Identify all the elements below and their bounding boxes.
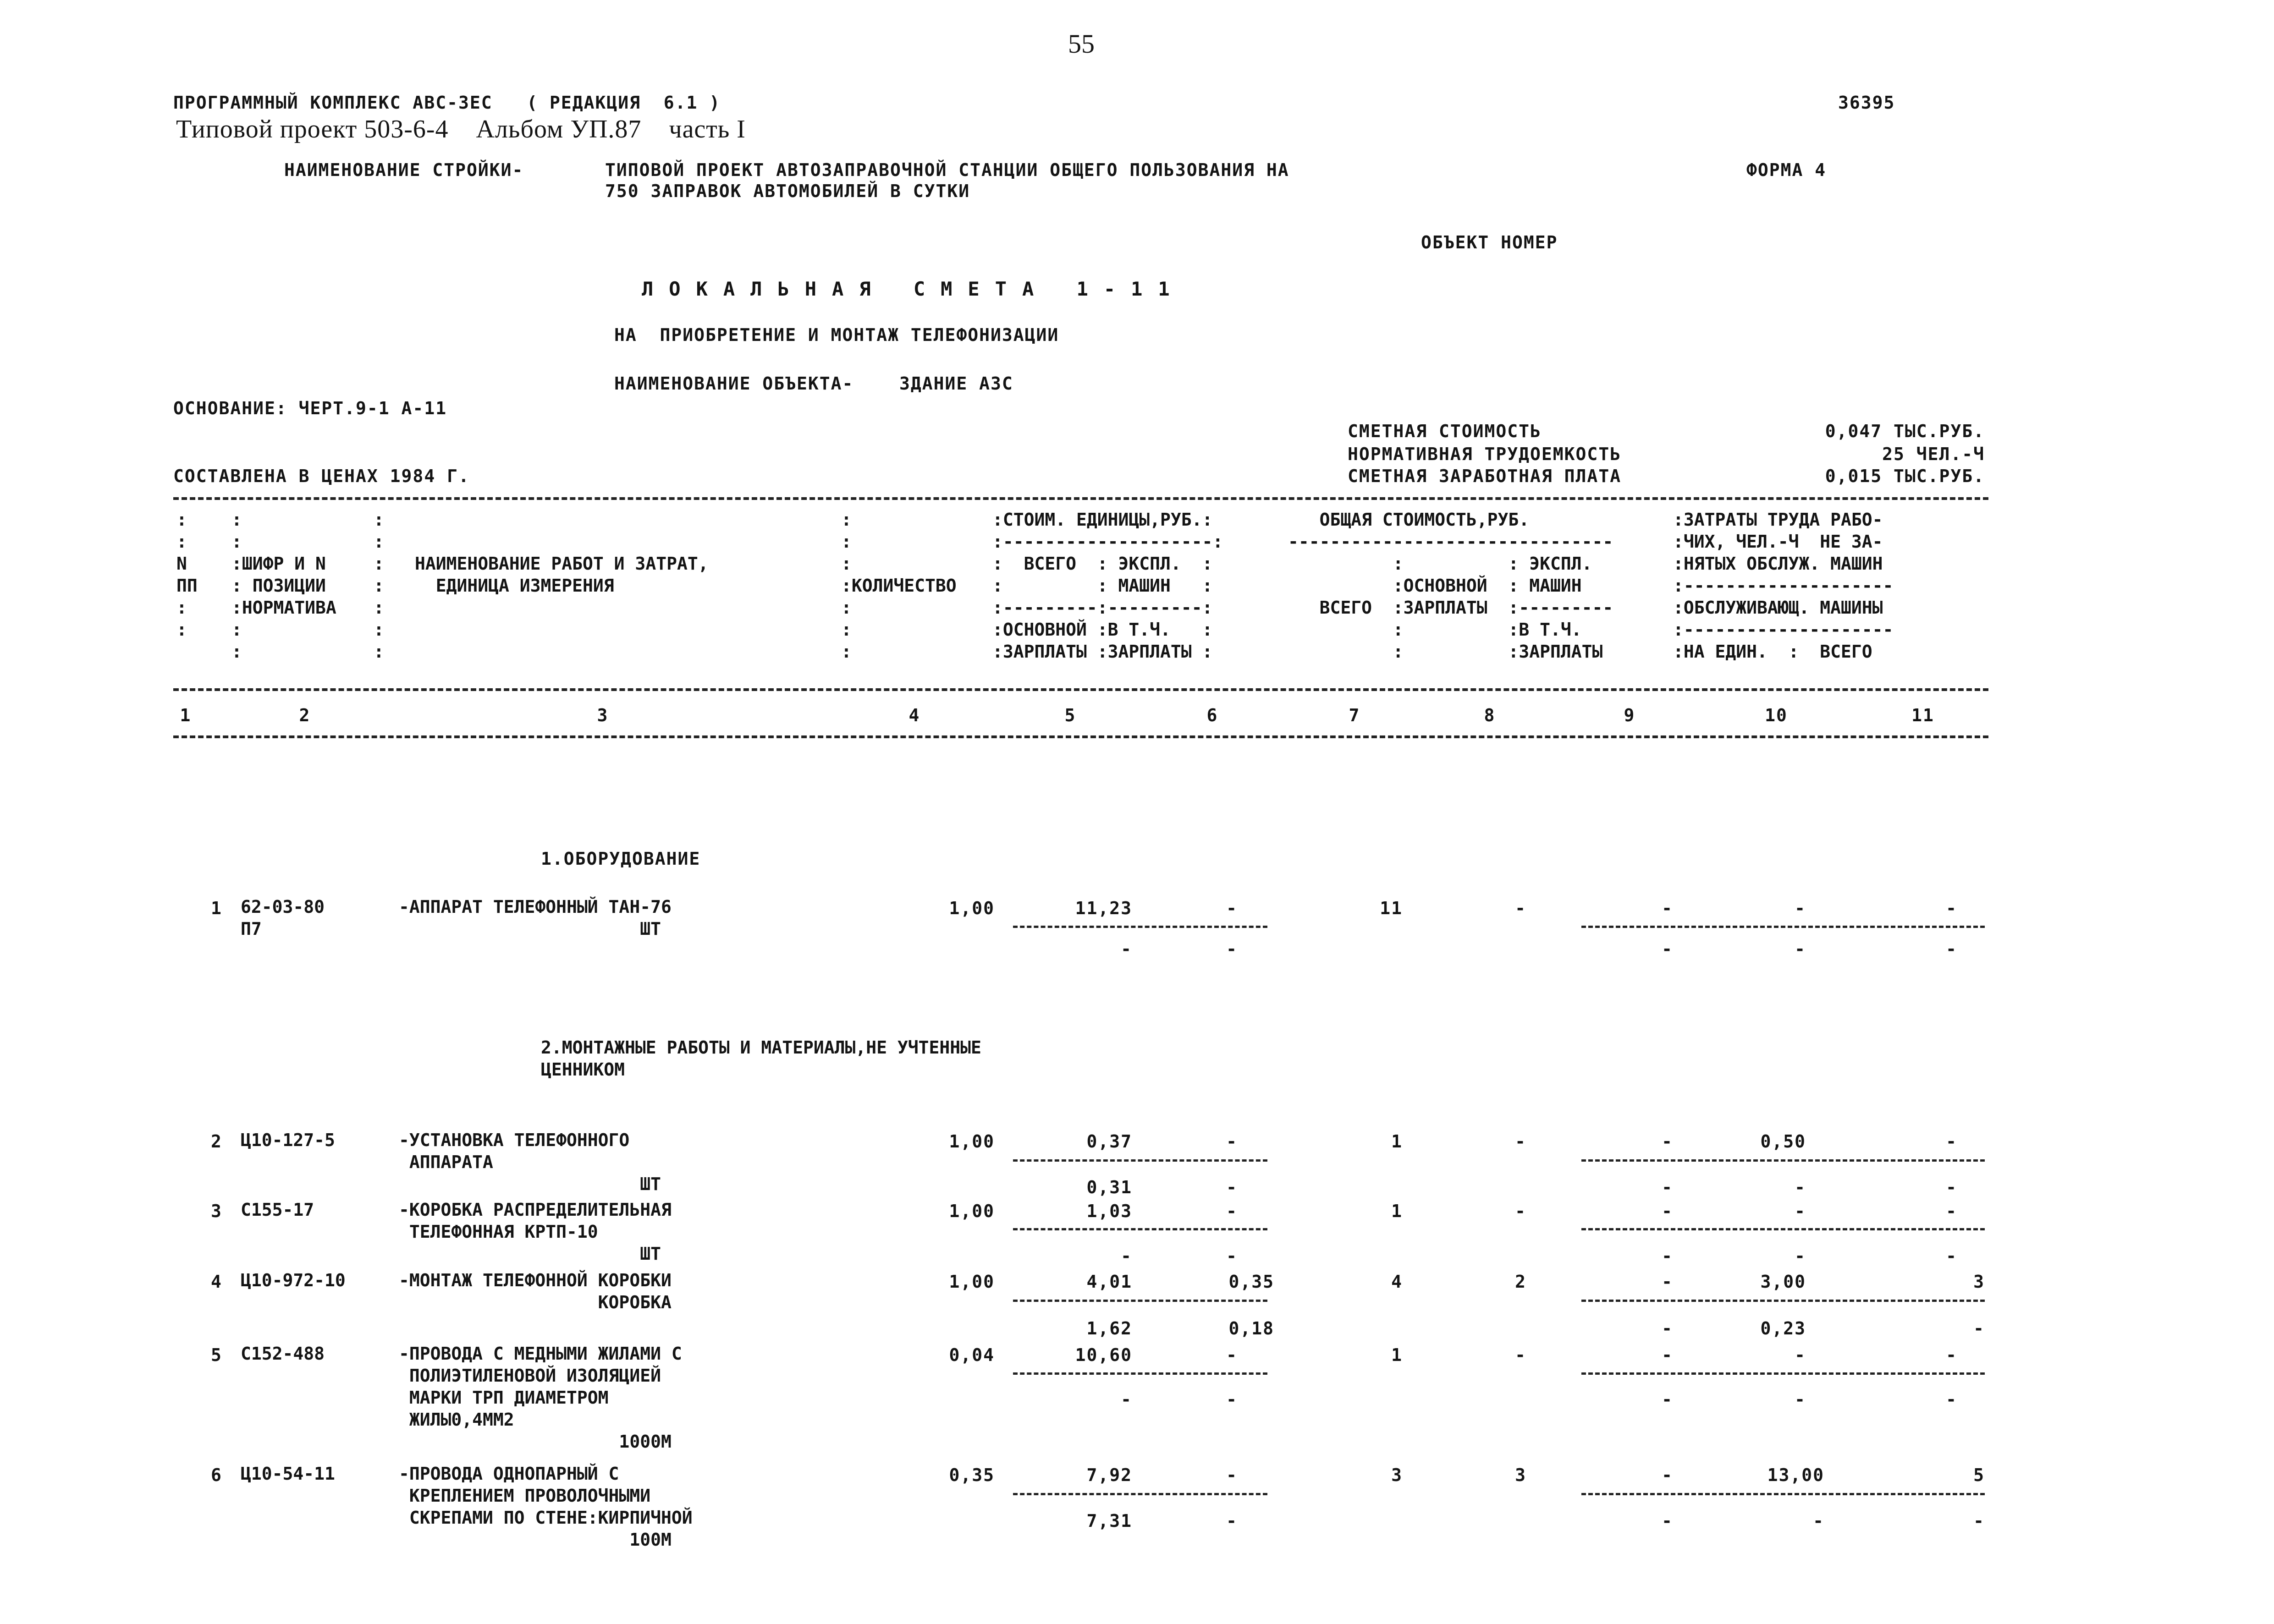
row-v5: 4,01 [1086,1272,1132,1292]
row-v5: 0,37 [1086,1131,1132,1152]
row-qty: 0,35 [949,1465,995,1485]
row-v9b: - [1662,1318,1673,1339]
row-v8: - [1515,898,1526,918]
summary-value-labor: 25 ЧЕЛ.-Ч [1882,444,1985,464]
header-col-7-9: ОБЩАЯ СТОИМОСТЬ,РУБ. ------------------------------- : : ЭКСПЛ. :ОСНОВНОЙ : МАШИН ВСЕГО :ЗАРПЛАТЫ :--------- : :В Т.Ч. : :ЗАРПЛАТЫ [1288,510,1613,662]
col-num-6: 6 [1206,705,1218,725]
summary-value-wages: 0,015 ТЫС.РУБ. [1825,466,1985,486]
row-v6b: - [1226,1246,1238,1266]
row-v7: 11 [1380,898,1403,918]
row-v10: 3,00 [1760,1272,1806,1292]
row-v9b: - [1662,1389,1673,1410]
page-number: 55 [1068,29,1095,59]
row-v10b: - [1795,1389,1806,1410]
row-number: 5 [211,1345,222,1365]
row-v10: - [1795,898,1806,918]
album-line: Типовой проект 503-6-4 Альбом УП.87 часть I [176,115,746,143]
header-bottom-rule [173,688,1988,691]
object-number: ОБЪЕКТ НОМЕР [1421,232,1558,252]
row-v7: 3 [1391,1465,1403,1485]
row-v9: - [1662,1272,1673,1292]
row-name: -КОРОБКА РАСПРЕДЕЛИТЕЛЬНАЯ ТЕЛЕФОННАЯ КРТП-10 ШТ [399,1200,672,1264]
row-code: Ц10-54-11 [241,1464,335,1484]
row-v10b: - [1795,1177,1806,1197]
col-num-3: 3 [597,705,609,725]
row-v5: 7,92 [1086,1465,1132,1485]
row-number: 4 [211,1272,222,1292]
row-v7: 1 [1391,1131,1403,1152]
row-v10b: - [1795,1246,1806,1266]
row-v10: 0,50 [1760,1131,1806,1152]
row-v5: 10,60 [1075,1345,1132,1365]
row-v11b: - [1946,1389,1957,1410]
construction-name-1: ТИПОВОЙ ПРОЕКТ АВТОЗАПРАВОЧНОЙ СТАНЦИИ ОБЩЕГО ПОЛЬЗОВАНИЯ НА [605,160,1289,180]
row-v8: - [1515,1201,1526,1221]
row-v5b: - [1121,939,1132,959]
row-qty: 1,00 [949,1272,995,1292]
row-name: -АППАРАТ ТЕЛЕФОННЫЙ ТАН-76 ШТ [399,897,672,939]
row-v9b: - [1662,1246,1673,1266]
row-v10b: - [1813,1511,1824,1531]
header-col-1: : : N ПП : : [176,510,198,640]
row-qty: 1,00 [949,898,995,918]
program-line: ПРОГРАММНЫЙ КОМПЛЕКС АВС-3ЕС ( РЕДАКЦИЯ 6.1 ) [173,93,721,113]
summary-label-wages: СМЕТНАЯ ЗАРАБОТНАЯ ПЛАТА [1348,466,1622,486]
doc-number: 36395 [1838,93,1895,113]
summary-label-cost: СМЕТНАЯ СТОИМОСТЬ [1348,421,1542,441]
row-v6b: 0,18 [1228,1318,1274,1339]
row-v10: - [1795,1201,1806,1221]
header-col-5-6: :СТОИМ. ЕДИНИЦЫ,РУБ.: :--------------------: : ВСЕГО : ЭКСПЛ. : : : МАШИН : :---------:---------: :ОСНОВНОЙ :В Т.Ч. : :ЗАРПЛАТЫ :ЗАРПЛАТЫ : [992,510,1223,662]
row-v6: - [1226,1465,1238,1485]
header-col-2-sep: : : : : : : : [374,510,384,662]
col-num-5: 5 [1064,705,1076,725]
row-v6: - [1226,1201,1238,1221]
construction-label: НАИМЕНОВАНИЕ СТРОЙКИ- [284,160,524,180]
row-qty: 0,04 [949,1345,995,1365]
row-v5b: - [1121,1389,1132,1410]
row-name: -УСТАНОВКА ТЕЛЕФОННОГО АППАРАТА ШТ [399,1130,661,1194]
row-v7: 1 [1391,1345,1403,1365]
row-number: 1 [211,898,222,918]
row-v6b: - [1226,1389,1238,1410]
row-v9b: - [1662,1177,1673,1197]
header-col-2: : : :ШИФР И N : ПОЗИЦИИ :НОРМАТИВА : : [231,510,336,662]
row-v11: - [1946,1131,1957,1152]
basis: ОСНОВАНИЕ: ЧЕРТ.9-1 А-11 [173,398,447,418]
row-v5b: - [1121,1246,1132,1266]
form-number: ФОРМА 4 [1746,160,1827,180]
row-v6: 0,35 [1228,1272,1274,1292]
row-v7: 1 [1391,1201,1403,1221]
col-num-9: 9 [1624,705,1635,725]
row-v9: - [1662,1201,1673,1221]
row-v5b: 0,31 [1086,1177,1132,1197]
row-v11: - [1946,1201,1957,1221]
col-num-4: 4 [908,705,920,725]
col-numbers-bottom-rule [173,735,1988,738]
row-code: С152-488 [241,1344,325,1364]
header-col-4: : : : :КОЛИЧЕСТВО : : : [841,510,957,662]
row-v5b: 7,31 [1086,1511,1132,1531]
summary-label-labor: НОРМАТИВНАЯ ТРУДОЕМКОСТЬ [1348,444,1622,464]
row-v8: 3 [1515,1465,1526,1485]
row-v6b: - [1226,1177,1238,1197]
row-v10: - [1795,1345,1806,1365]
estimate-subject: НА ПРИОБРЕТЕНИЕ И МОНТАЖ ТЕЛЕФОНИЗАЦИИ [614,325,1059,345]
construction-name-2: 750 ЗАПРАВОК АВТОМОБИЛЕЙ В СУТКИ [605,181,970,201]
row-v11b: - [1946,1177,1957,1197]
row-v10: 13,00 [1767,1465,1824,1485]
row-v11: 3 [1973,1272,1985,1292]
row-qty: 1,00 [949,1201,995,1221]
row-v5b: 1,62 [1086,1318,1132,1339]
row-v10b: - [1795,939,1806,959]
row-number: 2 [211,1131,222,1152]
row-v5: 11,23 [1075,898,1132,918]
section-2-title: 2.МОНТАЖНЫЕ РАБОТЫ И МАТЕРИАЛЫ,НЕ УЧТЕННЫЕ ЦЕННИКОМ [541,1037,981,1080]
row-number: 6 [211,1465,222,1485]
row-v11b: - [1973,1511,1985,1531]
estimate-title: ЛОКАЛЬНАЯ СМЕТА 1-11 [642,278,1185,300]
row-v9: - [1662,1131,1673,1152]
row-v5: 1,03 [1086,1201,1132,1221]
row-number: 3 [211,1201,222,1221]
summary-value-cost: 0,047 ТЫС.РУБ. [1825,421,1985,441]
row-v9b: - [1662,939,1673,959]
row-v11: - [1946,1345,1957,1365]
row-v6b: - [1226,939,1238,959]
row-v9: - [1662,1465,1673,1485]
row-v9: - [1662,1345,1673,1365]
row-code: Ц10-972-10 [241,1270,346,1290]
header-col-10-11: :ЗАТРАТЫ ТРУДА РАБО- :ЧИХ, ЧЕЛ.-Ч НЕ ЗА- :НЯТЫХ ОБСЛУЖ. МАШИН :-------------------- :ОБСЛУЖИВАЮЩ. МАШИНЫ :-------------------- :НА ЕДИН. : ВСЕГО [1673,510,1894,662]
row-code: Ц10-127-5 [241,1130,335,1150]
row-v8: - [1515,1345,1526,1365]
row-v9b: - [1662,1511,1673,1531]
row-v11b: - [1946,939,1957,959]
col-num-11: 11 [1911,705,1934,725]
row-v11b: - [1946,1246,1957,1266]
col-num-8: 8 [1484,705,1496,725]
prices-basis: СОСТАВЛЕНА В ЦЕНАХ 1984 Г. [173,466,470,486]
col-num-1: 1 [180,705,192,725]
row-v9: - [1662,898,1673,918]
row-code: С155-17 [241,1200,314,1220]
table-top-rule [173,497,1988,500]
row-v8: - [1515,1131,1526,1152]
row-v11: 5 [1973,1465,1985,1485]
row-v6b: - [1226,1511,1238,1531]
row-name: -ПРОВОДА ОДНОПАРНЫЙ С КРЕПЛЕНИЕМ ПРОВОЛОЧНЫМИ СКРЕПАМИ ПО СТЕНЕ:КИРПИЧНОЙ 100М [399,1464,693,1550]
row-name: -ПРОВОДА С МЕДНЫМИ ЖИЛАМИ С ПОЛИЭТИЛЕНОВОЙ ИЗОЛЯЦИЕЙ МАРКИ ТРП ДИАМЕТРОМ ЖИЛЫ0,4ММ2 1000М [399,1344,682,1452]
row-code: 62-03-80 П7 [241,897,325,939]
row-v11: - [1946,898,1957,918]
col-num-2: 2 [299,705,311,725]
object-name: НАИМЕНОВАНИЕ ОБЪЕКТА- ЗДАНИЕ АЗС [614,373,1013,394]
row-qty: 1,00 [949,1131,995,1152]
col-num-10: 10 [1765,705,1788,725]
row-v6: - [1226,898,1238,918]
row-v8: 2 [1515,1272,1526,1292]
row-v11b: - [1973,1318,1985,1339]
section-1-title: 1.ОБОРУДОВАНИЕ [541,849,701,869]
row-name: -МОНТАЖ ТЕЛЕФОННОЙ КОРОБКИ КОРОБКА [399,1270,672,1312]
row-v10b: 0,23 [1760,1318,1806,1339]
row-v7: 4 [1391,1272,1403,1292]
row-v6: - [1226,1345,1238,1365]
header-col-3: НАИМЕНОВАНИЕ РАБОТ И ЗАТРАТ, ЕДИНИЦА ИЗМЕРЕНИЯ [415,554,709,596]
row-v6: - [1226,1131,1238,1152]
col-num-7: 7 [1349,705,1360,725]
